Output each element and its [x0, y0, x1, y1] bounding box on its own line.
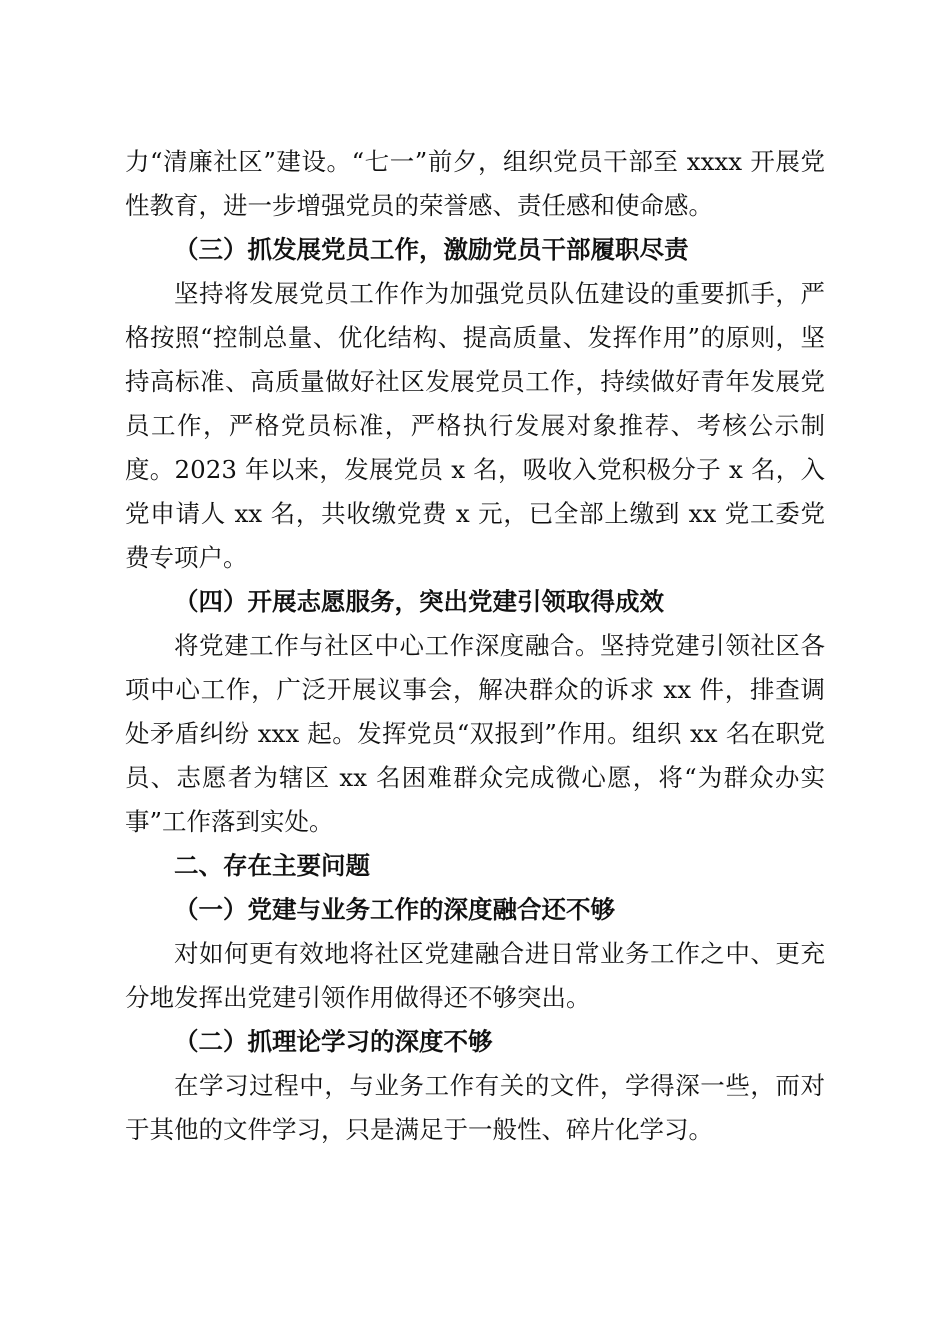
paragraph-integration: 对如何更有效地将社区党建融合进日常业务工作之中、更充分地发挥出党建引领作用做得还不够突出。 [125, 939, 825, 1012]
section-heading-problems: 二、存在主要问题 [174, 851, 370, 880]
paragraph-volunteer-service: 将党建工作与社区中心工作深度融合。坚持党建引领社区各项中心工作，广泛开展议事会，解决群众的诉求 xx 件，排查调处矛盾纠纷 xxx 起。发挥党员“双报到”作用。组织 xx 名在职党员、志愿者为辖区 xx 名困难群众完成微心愿，将“为群众办实事”工作落到实处。 [125, 631, 825, 836]
subheading-theory-study: （二）抓理论学习的深度不够 [174, 1027, 493, 1056]
subheading-develop-members: （三）抓发展党员工作，激励党员干部履职尽责 [174, 235, 689, 264]
subheading-volunteer-service: （四）开展志愿服务，突出党建引领取得成效 [174, 587, 664, 616]
paragraph-develop-members: 坚持将发展党员工作作为加强党员队伍建设的重要抓手，严格按照“控制总量、优化结构、提高质量、发挥作用”的原则，坚持高标准、高质量做好社区发展党员工作，持续做好青年发展党员工作，严格党员标准，严格执行发展对象推荐、考核公示制度。2023 年以来，发展党员 x 名，吸收入党积极分子 x 名，入党申请人 xx 名，共收缴党费 x 元，已全部上缴到 xx 党工委党费专项户。 [125, 279, 825, 572]
paragraph-theory-study: 在学习过程中，与业务工作有关的文件，学得深一些，而对于其他的文件学习，只是满足于一般性、碎片化学习。 [125, 1071, 825, 1144]
subheading-integration: （一）党建与业务工作的深度融合还不够 [174, 895, 615, 924]
paragraph-continuation: 力“清廉社区”建设。“七一”前夕，组织党员干部至 xxxx 开展党性教育，进一步增强党员的荣誉感、责任感和使命感。 [125, 147, 825, 220]
document-body [125, 140, 825, 1152]
